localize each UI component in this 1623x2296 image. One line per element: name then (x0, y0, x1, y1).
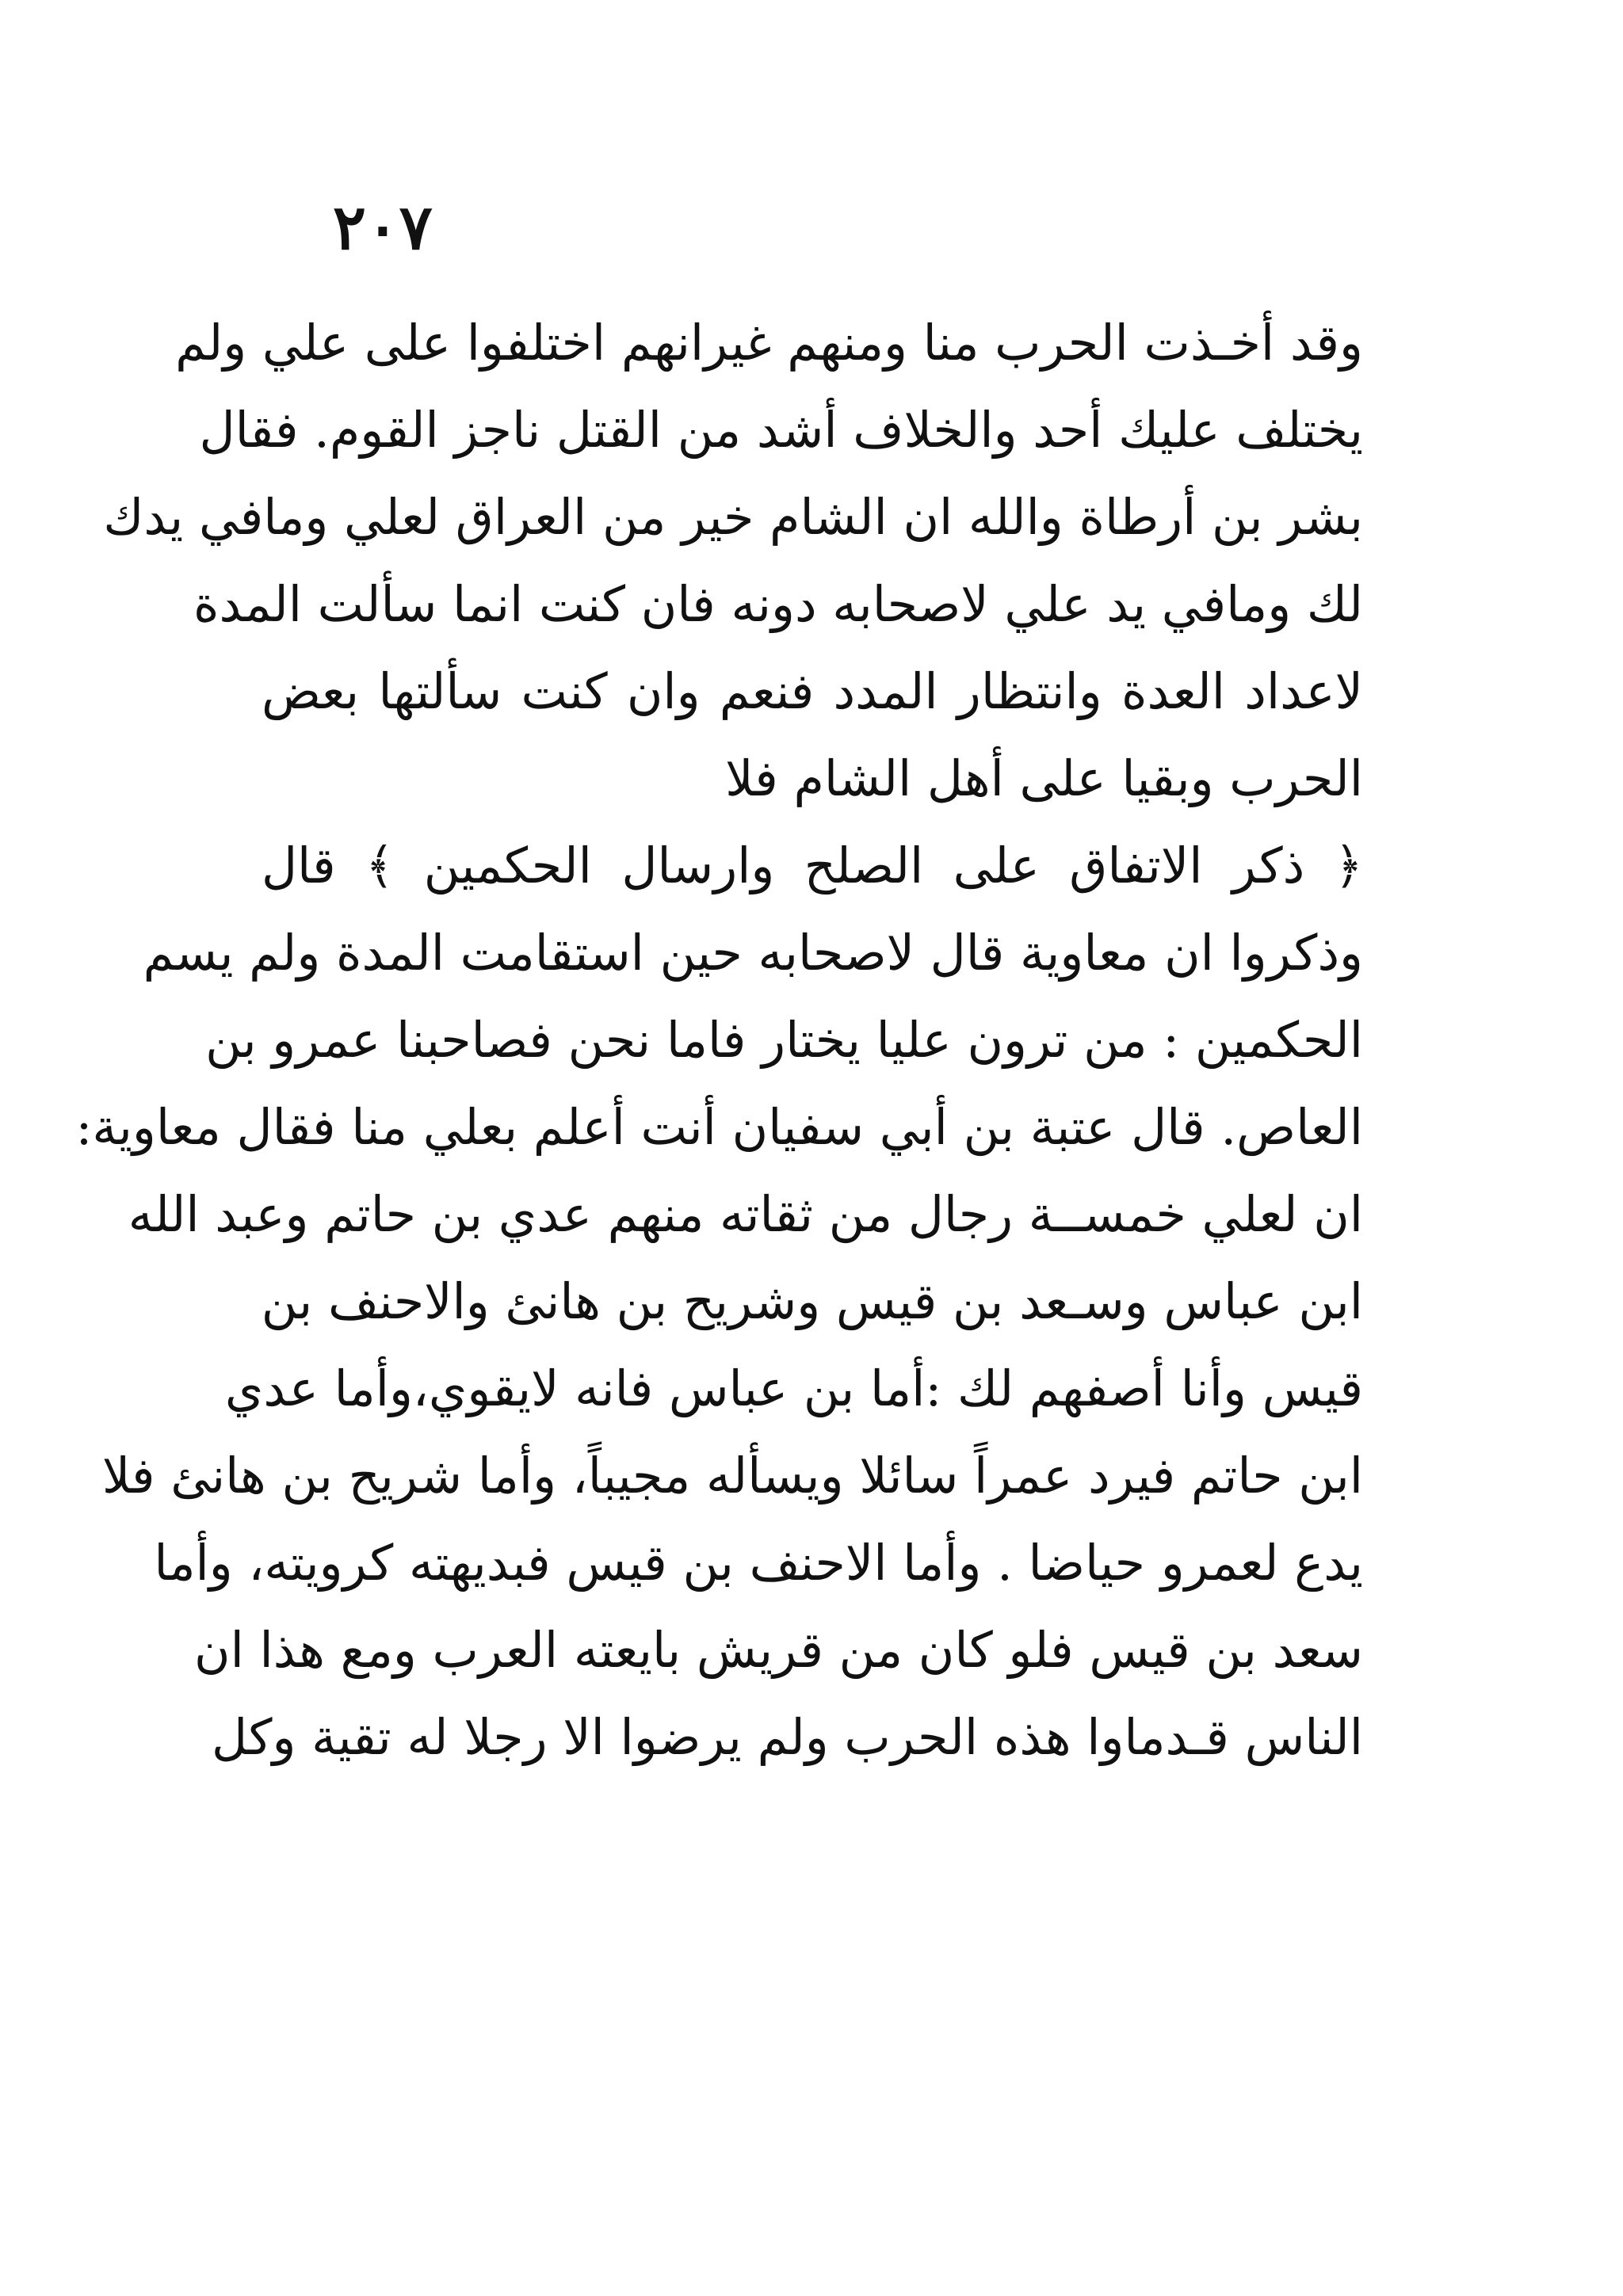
section-heading-line: ﴿ ذكر الاتفاق على الصلح وارسال الحكمين ﴾ قال (262, 837, 1363, 894)
text-line-17: الناس قـدماوا هذه الحرب ولم يرضوا الا رجلا له تقية وكل (212, 1708, 1363, 1766)
text-line-2: يختلف عليك أحد والخلاف أشد من القتل ناجز القوم. فقال (199, 401, 1363, 459)
text-line-16: سعد بن قيس فلو كان من قريش بايعته العرب ومع هذا ان (194, 1621, 1363, 1679)
text-line-12: ابن عباس وسـعد بن قيس وشريح بن هانئ والاحنف بن (261, 1272, 1363, 1330)
text-line-14: ابن حاتم فيرد عمراً سائلا ويسأله مجيباً، وأما شريح بن هانئ فلا (101, 1447, 1363, 1505)
text-line-10: العاص. قال عتبة بن أبي سفيان أنت أعلم بعلي منا فقال معاوية: (75, 1098, 1363, 1156)
text-line-15: يدع لعمرو حياضا . وأما الاحنف بن قيس فبديهته كرويته، وأما (154, 1534, 1363, 1592)
text-line-9: الحكمين : من ترون عليا يختار فاما نحن فصاحبنا عمرو بن (205, 1011, 1363, 1069)
text-line-4: لك ومافي يد علي لاصحابه دونه فان كنت انما سألت المدة (193, 575, 1363, 633)
body-text (75, 299, 1363, 1781)
text-line-13: قيس وأنا أصفهم لك :أما بن عباس فانه لايقوي،وأما عدي (224, 1360, 1363, 1417)
page-number: ٢٠٧ (333, 192, 433, 264)
text-line-3: بشر بن أرطاة والله ان الشام خير من العراق لعلي ومافي يدك (103, 488, 1363, 546)
text-line-5: لاعداد العدة وانتظار المدد فنعم وان كنت سألتها بعض (262, 662, 1363, 720)
text-line-8: وذكروا ان معاوية قال لاصحابه حين استقامت المدة ولم يسم (143, 924, 1363, 982)
text-line-1: وقد أخـذت الحرب منا ومنهم غيرانهم اختلفوا على علي ولم (175, 314, 1363, 372)
text-line-11: ان لعلي خمســة رجال من ثقاته منهم عدي بن حاتم وعبد الله (128, 1185, 1363, 1243)
text-line-6: الحرب وبقيا على أهل الشام فلا (725, 749, 1363, 807)
